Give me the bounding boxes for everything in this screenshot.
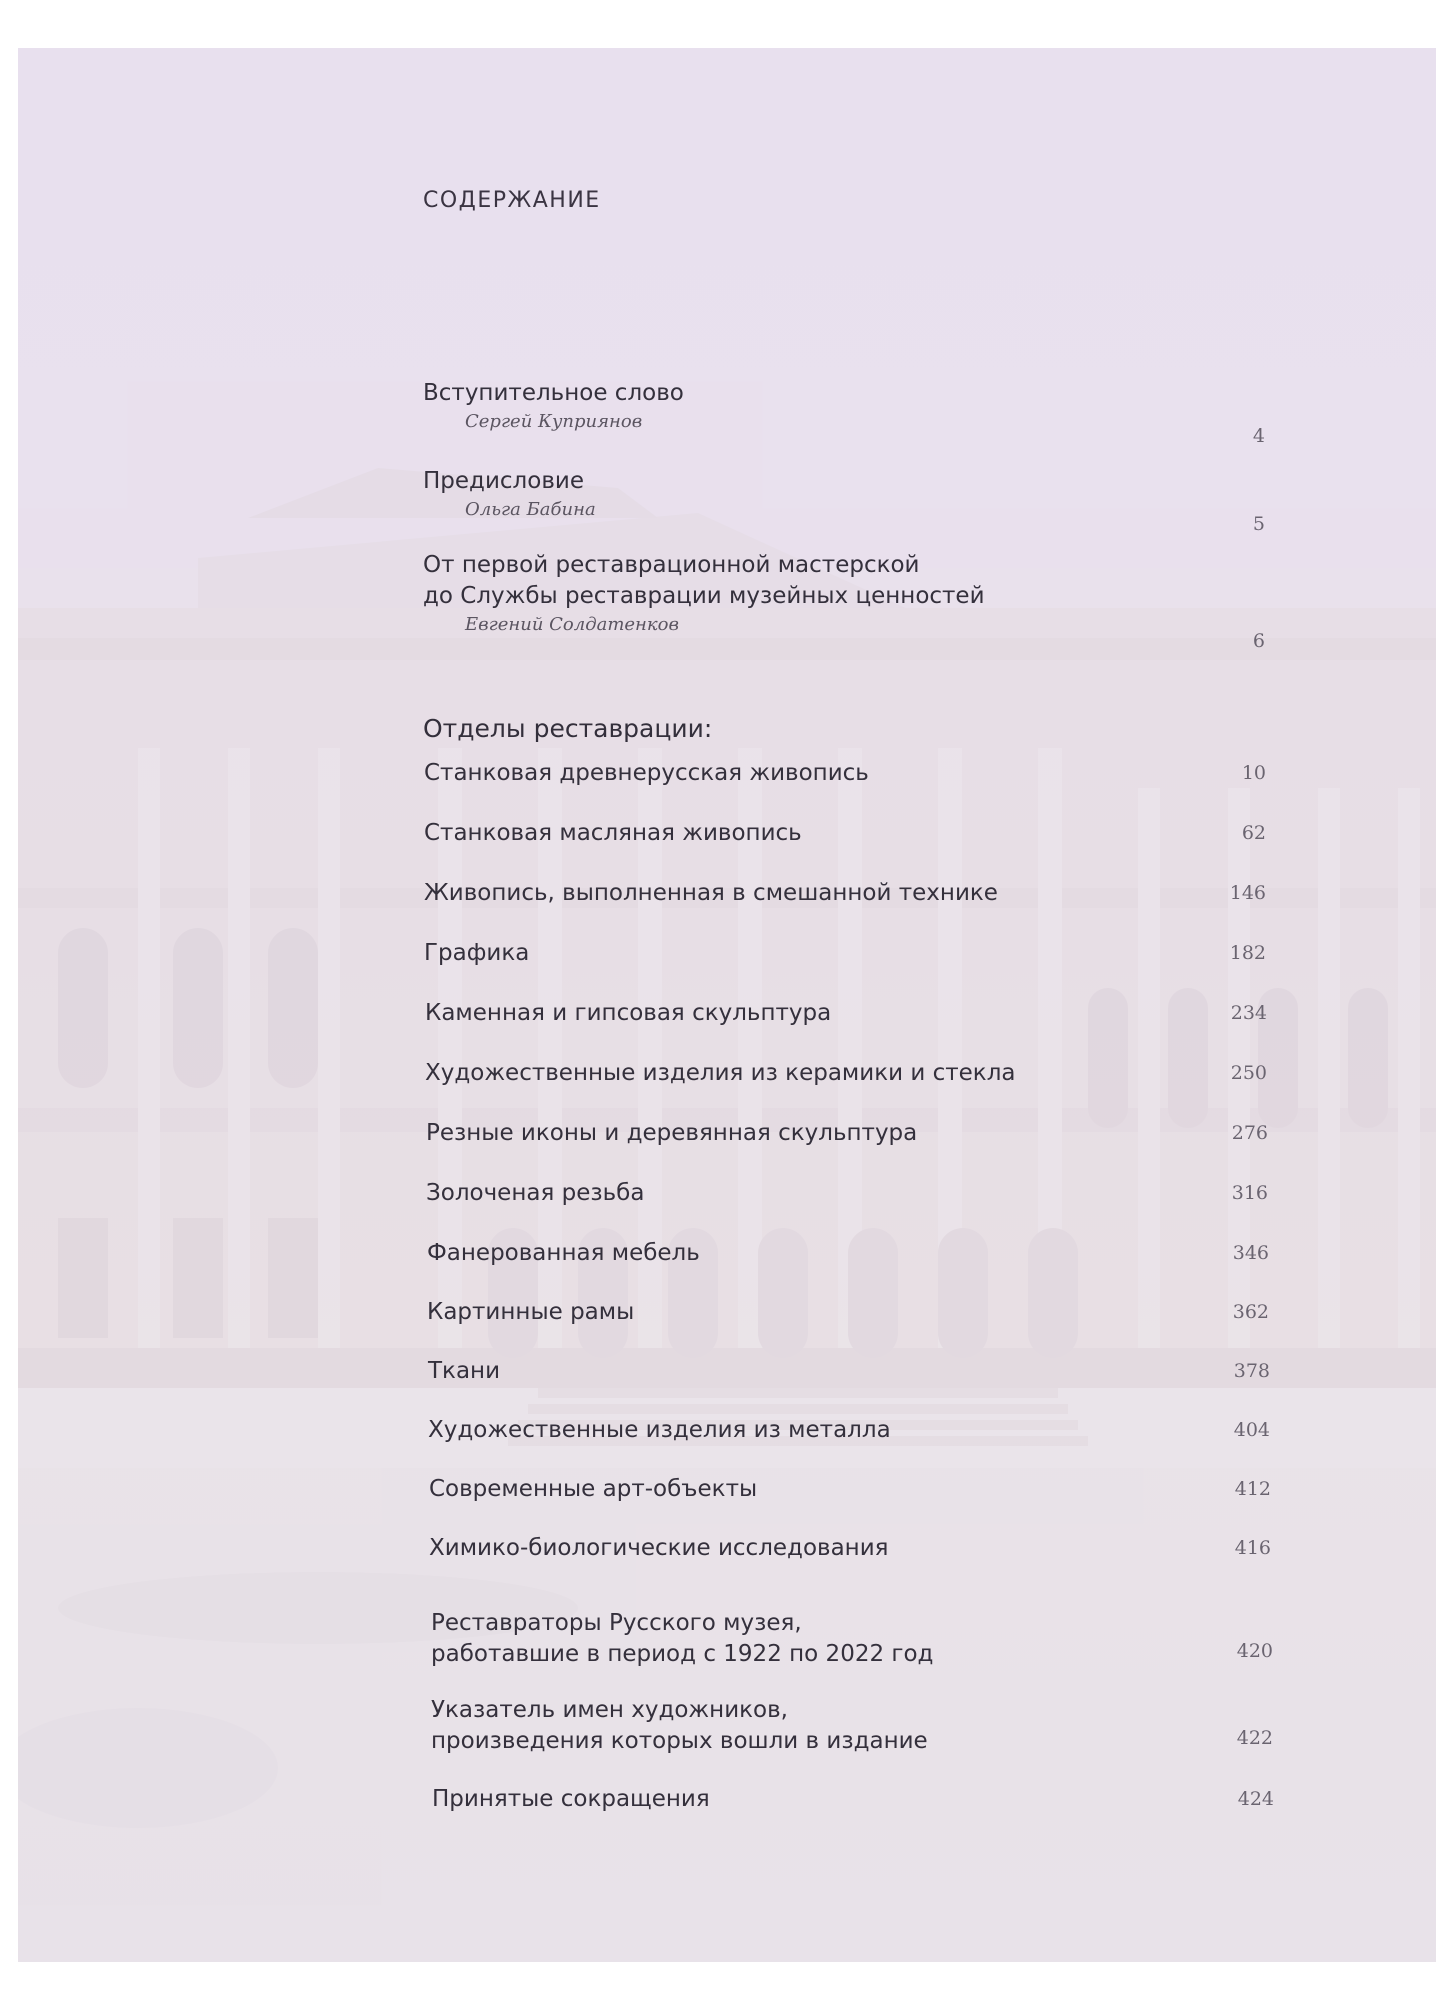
toc-page-number: 362 <box>1232 1301 1269 1323</box>
toc-page-number: 182 <box>1229 942 1266 964</box>
toc-dept-6[interactable]: Художественные изделия из керамики и стекла <box>425 1060 1016 1086</box>
toc-entry-author: Ольга Бабина <box>465 499 596 520</box>
toc-page-number: 424 <box>1237 1788 1274 1810</box>
contents-heading: СОДЕРЖАНИЕ <box>423 188 601 213</box>
toc-dept-5[interactable]: Каменная и гипсовая скульптура <box>425 1000 832 1026</box>
toc-page-number: 4 <box>1252 425 1265 447</box>
toc-page-number: 404 <box>1233 1419 1270 1441</box>
toc-entry-author: Сергей Куприянов <box>465 411 643 432</box>
toc-entry-title-line-1: Указатель имен художников, <box>431 1697 788 1723</box>
toc-page-number: 276 <box>1231 1122 1268 1144</box>
toc-page-number: 5 <box>1252 513 1265 535</box>
toc-page-number: 234 <box>1230 1002 1267 1024</box>
toc-entry-intro-2[interactable] <box>423 466 596 520</box>
toc-entry-intro-3[interactable] <box>423 550 985 635</box>
toc-dept-13[interactable]: Современные арт-объекты <box>429 1476 758 1502</box>
toc-page-number: 62 <box>1241 822 1266 844</box>
toc-dept-7[interactable]: Резные иконы и деревянная скульптура <box>426 1120 918 1146</box>
toc-entry-appendix-1[interactable] <box>431 1608 933 1670</box>
toc-page-number: 378 <box>1233 1360 1270 1382</box>
toc-dept-8[interactable]: Золоченая резьба <box>426 1180 645 1206</box>
toc-entry-title-line-2: работавшие в период с 1922 по 2022 год <box>431 1641 934 1667</box>
toc-page-number: 146 <box>1229 882 1266 904</box>
toc-entry-appendix-3[interactable]: Принятые сокращения <box>432 1786 710 1812</box>
toc-entry-title-line-2: произведения которых вошли в издание <box>431 1728 928 1754</box>
toc-entry-title-line-2: до Службы реставрации музейных ценностей <box>423 583 985 609</box>
toc-entry-author: Евгений Солдатенков <box>465 614 679 635</box>
toc-dept-10[interactable]: Картинные рамы <box>427 1299 635 1325</box>
toc-dept-9[interactable]: Фанерованная мебель <box>427 1240 700 1266</box>
toc-entry-title-line-1: От первой реставрационной мастерской <box>423 552 920 578</box>
toc-page-number: 6 <box>1252 630 1265 652</box>
toc-page-number: 316 <box>1231 1182 1268 1204</box>
toc-page-number: 10 <box>1241 762 1266 784</box>
toc-entry-title-line-1: Реставраторы Русского музея, <box>431 1610 802 1636</box>
toc-page-number: 420 <box>1236 1640 1273 1662</box>
toc-dept-4[interactable]: Графика <box>424 940 530 966</box>
toc-dept-12[interactable]: Художественные изделия из металла <box>428 1417 891 1443</box>
toc-page-number: 250 <box>1230 1062 1267 1084</box>
toc-entry-intro-1[interactable] <box>423 378 684 432</box>
toc-page-number: 412 <box>1234 1478 1271 1500</box>
toc-entry-title: Вступительное слово <box>423 380 684 406</box>
toc-dept-3[interactable]: Живопись, выполненная в смешанной технике <box>424 880 998 906</box>
departments-heading: Отделы реставрации: <box>423 714 713 743</box>
toc-dept-2[interactable]: Станковая масляная живопись <box>424 820 802 846</box>
toc-page-number: 422 <box>1236 1727 1273 1749</box>
toc-page-number: 416 <box>1234 1537 1271 1559</box>
toc-entry-appendix-2[interactable] <box>431 1695 928 1757</box>
toc-entry-title: Предисловие <box>423 468 584 494</box>
table-of-contents <box>18 48 1436 1962</box>
toc-dept-14[interactable]: Химико-биологические исследования <box>429 1535 889 1561</box>
toc-dept-1[interactable]: Станковая древнерусская живопись <box>424 760 869 786</box>
toc-page-number: 346 <box>1232 1242 1269 1264</box>
toc-dept-11[interactable]: Ткани <box>428 1358 501 1384</box>
book-page <box>18 48 1436 1962</box>
